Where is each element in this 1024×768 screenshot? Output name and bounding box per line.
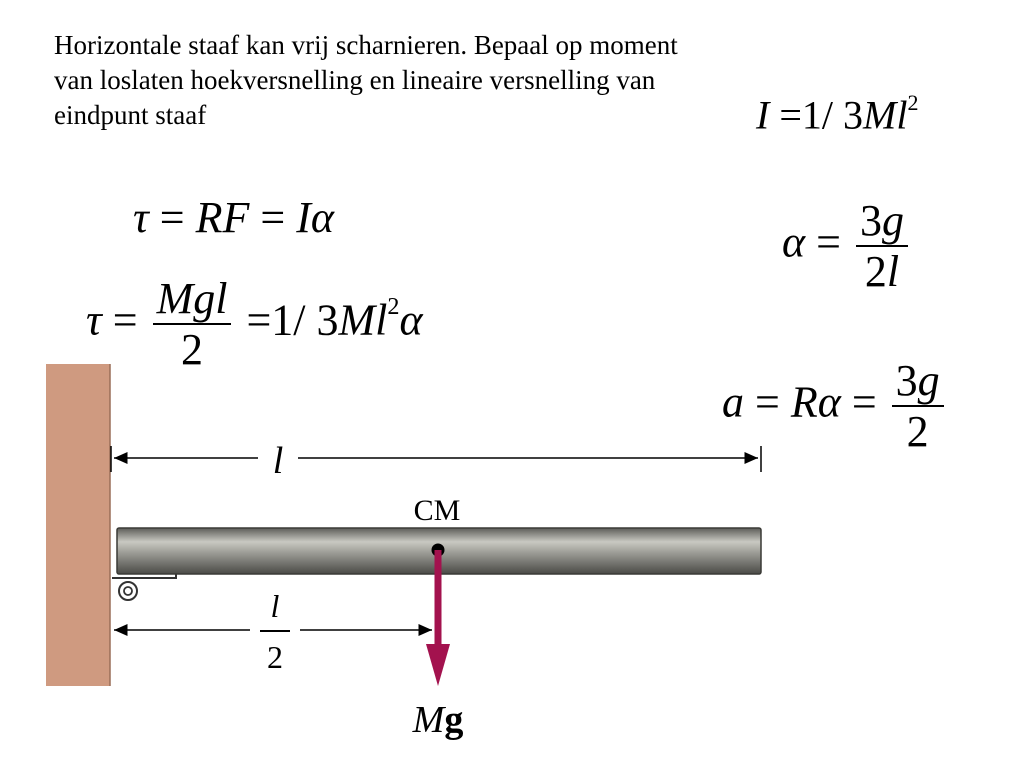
mass-symbol: M — [863, 92, 897, 138]
tau-symbol: τ — [133, 193, 149, 242]
inertia-symbol: I — [756, 92, 770, 138]
g-symbol: g — [881, 196, 904, 245]
alpha-symbol: α — [399, 295, 423, 345]
equals-sign: = — [148, 193, 196, 242]
numerator-coefficient: 3 — [895, 356, 918, 405]
gravity-force-arrow-head — [426, 644, 450, 686]
f-symbol: F — [222, 193, 250, 242]
half-length-denominator: 2 — [267, 639, 283, 675]
tau-symbol: τ — [86, 295, 102, 345]
alpha-symbol: α — [817, 377, 841, 427]
g-symbol: g — [917, 356, 940, 405]
equals-sign: = — [744, 377, 791, 427]
alpha-symbol: α — [310, 193, 334, 242]
inertia-symbol: I — [296, 193, 311, 242]
hinge-pin — [124, 587, 132, 595]
force-mass-symbol: M — [412, 699, 445, 741]
r-symbol: R — [195, 193, 223, 242]
wall — [46, 364, 110, 686]
problem-statement: Horizontale staaf kan vrij scharnieren. Bepaal op moment van loslaten hoekversnelling en lineaire versnelling van eindpunt staaf — [54, 30, 678, 130]
cm-label: CM — [413, 494, 461, 527]
inertia-equals: =1/ 3 — [769, 92, 863, 138]
equals-sign: = — [101, 295, 149, 345]
length-symbol: l — [375, 295, 388, 345]
force-g-symbol: g — [444, 699, 464, 741]
length-symbol: l — [886, 247, 900, 297]
exponent: 2 — [907, 90, 919, 115]
numerator-coefficient: 3 — [859, 196, 882, 245]
fraction-numerator: Mgl — [153, 274, 232, 325]
mass-symbol: M — [338, 295, 376, 345]
fraction-denominator: 2 — [906, 407, 929, 457]
length-label: l — [272, 440, 284, 482]
equals-sign: = — [249, 193, 297, 242]
exponent: 2 — [387, 292, 400, 320]
gravity-force-label — [412, 699, 464, 741]
length-symbol: l — [896, 92, 908, 138]
equals-sign: =1/ 3 — [235, 295, 339, 345]
fraction-denominator: 2 — [181, 325, 204, 375]
equals-sign: = — [840, 377, 888, 427]
denominator-coefficient: 2 — [864, 247, 887, 297]
equals-sign: = — [805, 217, 852, 267]
half-length-numerator: l — [270, 588, 280, 624]
r-symbol: R — [790, 377, 818, 427]
alpha-symbol: α — [782, 217, 806, 267]
a-symbol: a — [722, 377, 744, 427]
